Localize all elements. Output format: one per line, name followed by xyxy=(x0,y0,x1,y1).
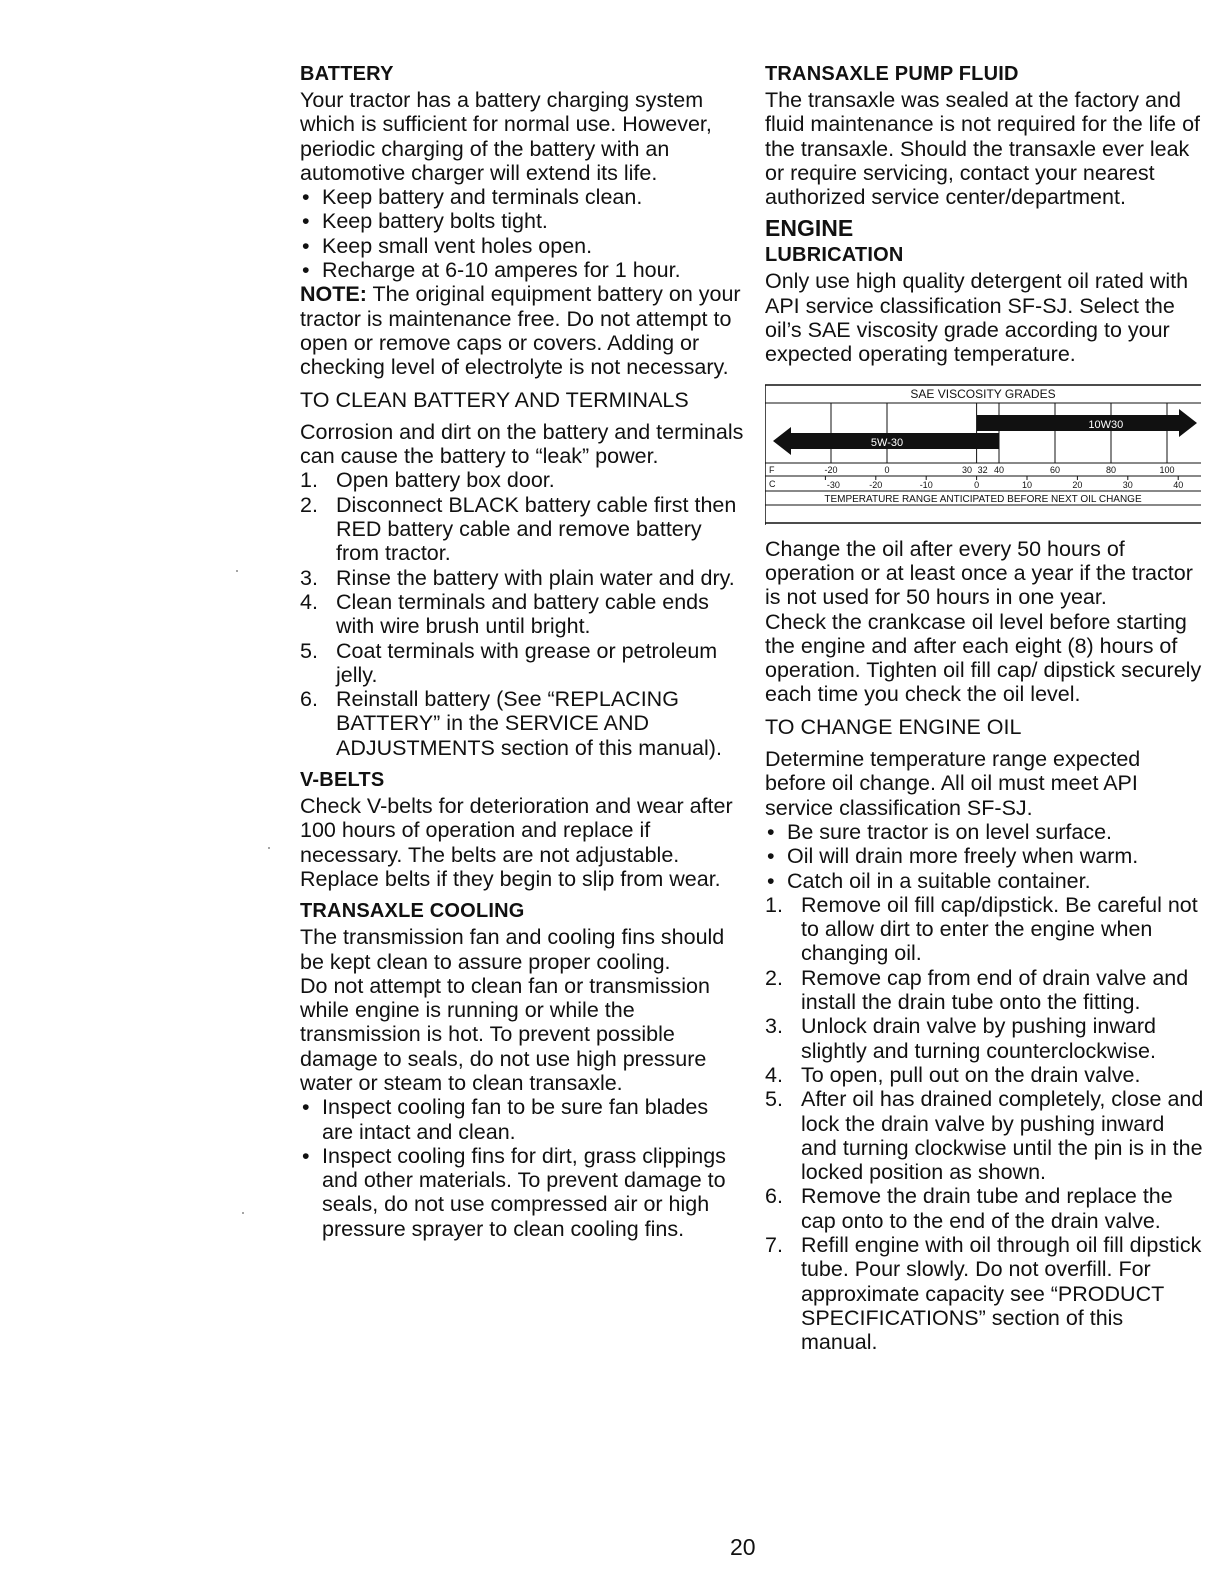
cooling-p2: Do not attempt to clean fan or transmission while engine is running or while the transmission is hot. To prevent possible damage to seals, do not use high pressure water or steam to clean transaxle. xyxy=(300,973,710,1095)
f-tick-label: 40 xyxy=(993,464,1005,475)
right-column xyxy=(765,62,1205,1354)
list-item: 2. Remove cap from end of drain valve and install the drain tube onto the fitting. xyxy=(765,965,1189,1015)
pump-heading: TRANSAXLE PUMP FLUID xyxy=(765,63,1019,85)
left-column xyxy=(300,62,745,1241)
list-item: • Be sure tractor is on level surface. xyxy=(765,820,1205,844)
change-oil-bullets xyxy=(765,820,1205,893)
series-bar-10w30 xyxy=(977,409,1197,437)
lubrication-text: Only use high quality detergent oil rated with API service classification SF-SJ. Select the oil’s SAE viscosity grade according to your expected operating temperature. xyxy=(765,269,1189,367)
f-tick-label: 0 xyxy=(884,464,890,475)
cooling-heading: TRANSAXLE COOLING xyxy=(300,900,525,923)
list-item: • Keep battery and terminals clean. xyxy=(300,185,745,209)
clean-terminals-steps xyxy=(300,468,745,760)
list-item: 3. Unlock drain valve by pushing inward slightly and turning counterclockwise. xyxy=(765,1014,1156,1063)
series-label-10w30: 10W30 xyxy=(1088,418,1124,431)
engine-heading: ENGINE xyxy=(765,215,854,242)
list-item: 5. Coat terminals with grease or petroleum jelly. xyxy=(300,638,718,687)
oil-level-check: Check the crankcase oil level before starting the engine and after each eight (8) hours of operation. Tighten oil fill cap/ dipstick securely each time you check the oil level. xyxy=(765,609,1202,707)
note-label: NOTE: xyxy=(300,282,367,307)
list-item: • Keep battery bolts tight. xyxy=(300,209,745,233)
f-tick-label: 80 xyxy=(1105,464,1117,475)
scan-speck xyxy=(242,1212,244,1214)
vbelts-text: Check V-belts for deterioration and wear after 100 hours of operation and replace if necessary. The belts are not adjustable. Replace belts if they begin to slip from wear. xyxy=(300,794,733,891)
clean-terminals-heading: TO CLEAN BATTERY AND TERMINALS xyxy=(300,387,689,412)
oil-change-interval: Change the oil after every 50 hours of operation or at least once a year if the tractor is not used for 50 hours in one year. xyxy=(765,536,1193,610)
list-item: • Keep small vent holes open. xyxy=(300,234,745,258)
f-tick-label: 100 xyxy=(1159,464,1175,475)
scan-speck xyxy=(236,570,238,572)
list-item: 5. After oil has drained completely, close and lock the drain valve by pushing inward and turning clockwise until the pin is in the locked position as shown. xyxy=(765,1087,1204,1185)
c-axis-label: C xyxy=(769,478,776,489)
cooling-bullets xyxy=(300,1095,745,1241)
viscosity-chart-svg xyxy=(765,375,1201,525)
clean-terminals-intro: Corrosion and dirt on the battery and terminals can cause the battery to “leak” power. xyxy=(300,419,744,469)
list-item: • Catch oil in a suitable container. xyxy=(765,869,1205,893)
f-tick-label: 32 xyxy=(977,464,988,475)
chart-title: SAE VISCOSITY GRADES xyxy=(910,386,1056,401)
list-item: 6. Reinstall battery (See “REPLACING BATTERY” in the SERVICE AND ADJUSTMENTS section of this manual). xyxy=(300,687,722,760)
list-item: • Recharge at 6-10 amperes for 1 hour. xyxy=(300,258,745,282)
list-item: 4. Clean terminals and battery cable ends with wire brush until bright. xyxy=(300,589,709,639)
f-tick-label: -20 xyxy=(824,464,838,475)
c-tick-label: 0 xyxy=(974,479,980,490)
pump-text: The transaxle was sealed at the factory and fluid maintenance is not required for the life of the transaxle. Should the transaxle ever leak or require servicing, contact your nearest authorized service center/department. xyxy=(765,88,1201,210)
cooling-p1: The transmission fan and cooling fins should be kept clean to assure proper cooling. xyxy=(300,925,725,974)
battery-note xyxy=(300,282,745,379)
lubrication-heading: LUBRICATION xyxy=(765,244,904,267)
c-tick-label: -20 xyxy=(869,479,883,490)
viscosity-chart xyxy=(765,375,1201,525)
f-tick-label: 30 xyxy=(961,464,973,475)
c-tick-label: 20 xyxy=(1072,479,1083,490)
c-tick-label: 40 xyxy=(1173,479,1184,490)
c-tick-label: -30 xyxy=(826,479,840,490)
list-item: 4. To open, pull out on the drain valve. xyxy=(765,1062,1141,1087)
list-item: 7. Refill engine with oil through oil fill dipstick tube. Pour slowly. Do not overfill. For approximate capacity see “PRODUCT SPECIFICATIONS” section of this manual. xyxy=(765,1232,1202,1355)
list-item: 6. Remove the drain tube and replace the cap onto to the end of the drain valve. xyxy=(765,1184,1173,1233)
note-text: The original equipment battery on your tractor is maintenance free. Do not attempt to open or remove caps or covers. Adding or checking level of electrolyte is not necessary. xyxy=(300,282,741,380)
f-axis-label: F xyxy=(769,464,775,475)
list-item: 1. Open battery box door. xyxy=(300,468,555,493)
series-label-5w-30: 5W-30 xyxy=(870,436,904,449)
battery-intro: Your tractor has a battery charging system which is sufficient for normal use. However, periodic charging of the battery with an automotive charger will extend its life. xyxy=(300,88,712,185)
battery-bullets xyxy=(300,185,745,282)
change-oil-steps xyxy=(765,893,1205,1355)
list-item: 1. Remove oil fill cap/dipstick. Be careful not to allow dirt to enter the engine when changing oil. xyxy=(765,892,1198,966)
list-item: 2. Disconnect BLACK battery cable first then RED battery cable and remove battery from tractor. xyxy=(300,492,737,566)
vbelts-heading: V-BELTS xyxy=(300,769,385,792)
battery-heading: BATTERY xyxy=(300,63,394,85)
page-number: 20 xyxy=(730,1534,756,1560)
change-oil-intro: Determine temperature range expected before oil change. All oil must meet API service classification SF-SJ. xyxy=(765,747,1141,820)
chart-xlabel: TEMPERATURE RANGE ANTICIPATED BEFORE NEXT OIL CHANGE xyxy=(824,493,1142,505)
list-item: • Oil will drain more freely when warm. xyxy=(765,844,1205,868)
change-oil-heading: TO CHANGE ENGINE OIL xyxy=(765,714,1022,739)
scan-speck xyxy=(268,847,270,849)
list-item: • Inspect cooling fins for dirt, grass clippings and other materials. To prevent damage to seals, do not use compressed air or high pressure sprayer to clean cooling fins. xyxy=(300,1144,745,1241)
list-item: • Inspect cooling fan to be sure fan blades are intact and clean. xyxy=(300,1095,745,1144)
f-tick-label: 60 xyxy=(1049,464,1061,475)
c-tick-label: 10 xyxy=(1021,479,1033,490)
list-item: 3. Rinse the battery with plain water and dry. xyxy=(300,565,735,590)
c-tick-label: 30 xyxy=(1122,479,1133,490)
c-tick-label: -10 xyxy=(919,479,933,490)
